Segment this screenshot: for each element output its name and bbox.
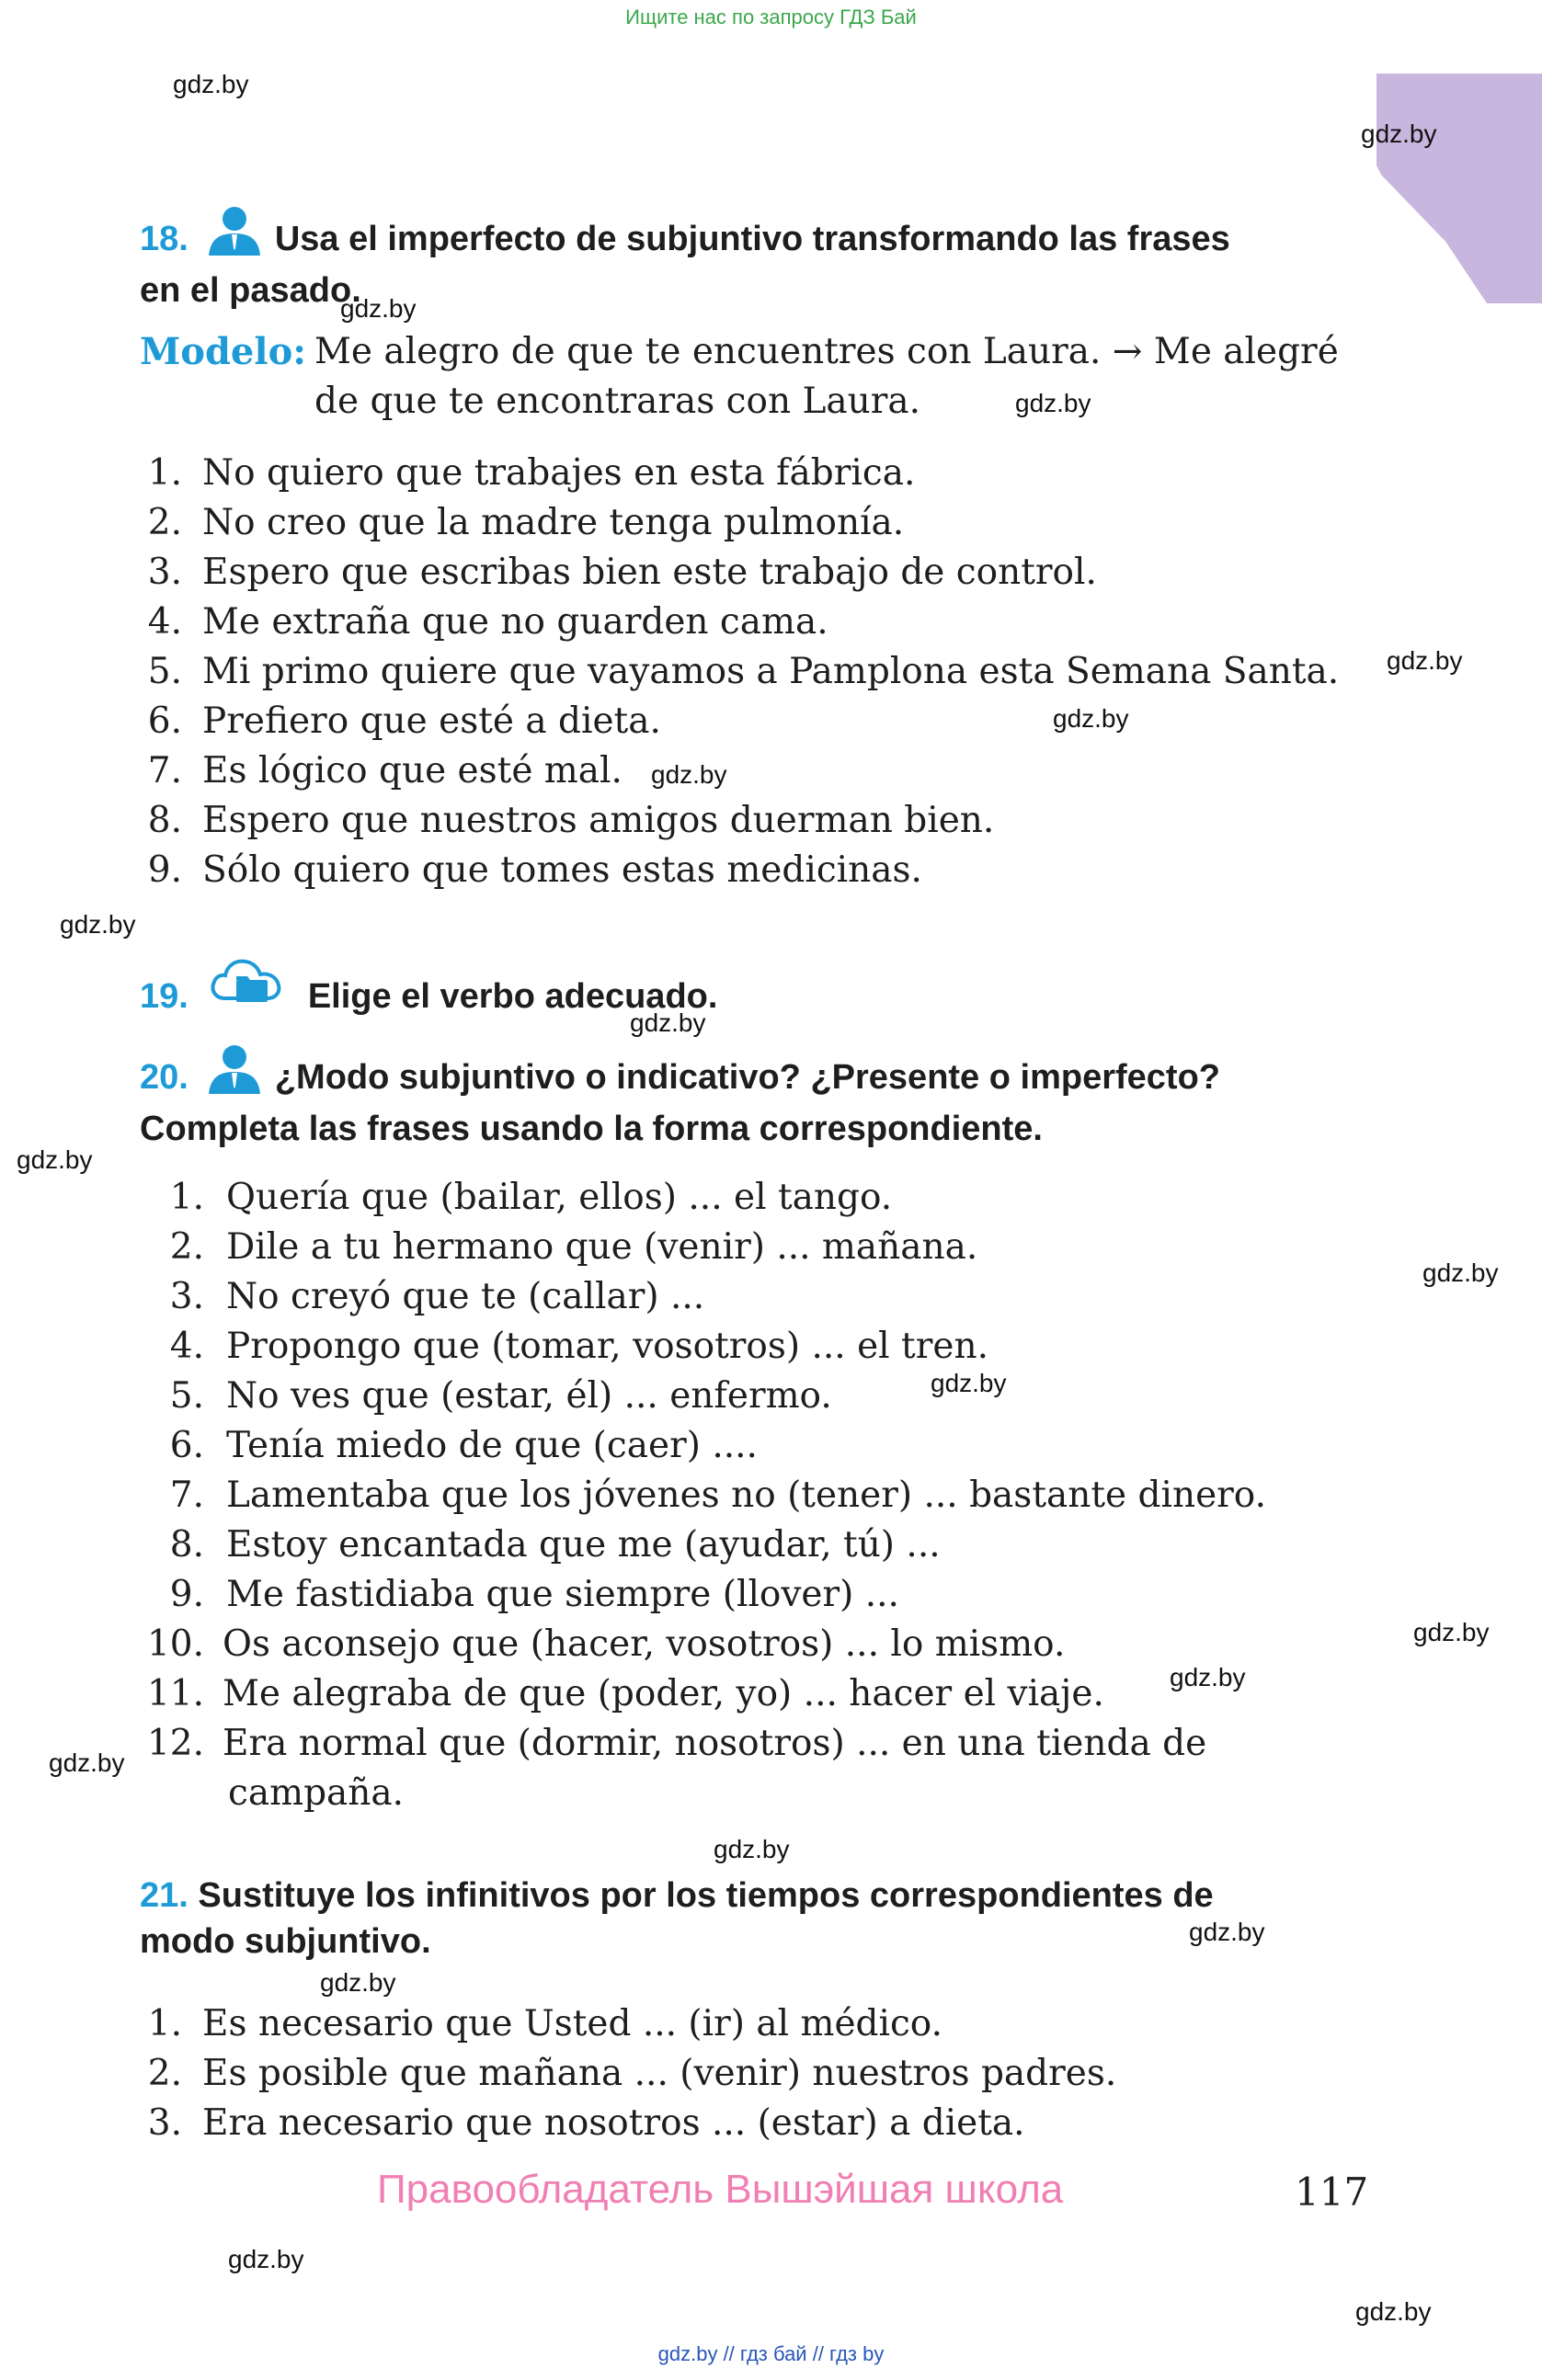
list-item: 2. Es posible que mañana ... (venir) nuestros padres. [147,2053,1117,2094]
exercise-instruction: ¿Modo subjuntivo o indicativo? ¿Presente o imperfecto? [274,1058,1220,1097]
list-item: 1. Quería que (bailar, ellos) ... el tango. [169,1177,893,1218]
list-item: 4. Me extraña que no guarden cama. [147,601,828,643]
watermark: gdz.by [651,760,727,789]
cloud-folder-icon [209,952,284,1021]
watermark: gdz.by [60,910,136,939]
modelo-label: Modelo: [140,330,307,373]
exercise-21-list [140,1999,1116,2148]
watermark: gdz.by [228,2245,304,2273]
modelo-block [140,327,1372,427]
watermark: gdz.by [1355,2297,1432,2326]
list-item-cont: campaña. [228,1772,405,1814]
list-item: 2. Dile a tu hermano que (venir) ... mañana. [169,1226,978,1268]
list-item: 1. No quiero que trabajes en esta fábrica. [147,452,916,494]
list-item: 9. Sólo quiero que tomes estas medicinas. [147,849,922,891]
watermark: gdz.by [1422,1258,1499,1287]
exercise-instruction: Usa el imperfecto de subjuntivo transformando las frases [274,220,1230,258]
exercise-number: 20. [140,1058,188,1097]
watermark: gdz.by [340,294,417,323]
exercise-20-heading [140,1042,1367,1152]
watermark: gdz.by [1170,1663,1246,1691]
page-number: 117 [1295,2169,1369,2215]
exercise-instruction: Sustituye los infinitivos por los tiempos correspondientes de [198,1876,1214,1915]
exercise-instruction-cont: Completa las frases usando la forma correspondiente. [140,1110,1043,1148]
list-item: 1. Es necesario que Usted ... (ir) al médico. [147,2003,943,2044]
list-item: 5. Mi primo quiere que vayamos a Pamplona esta Semana Santa. [147,651,1340,692]
list-item: 8. Estoy encantada que me (ayudar, tú) ... [169,1524,941,1566]
list-item: 6. Tenía miedo de que (caer) .... [169,1425,758,1466]
list-item: 11. Me alegraba de que (poder, yo) ... hacer el viaje. [146,1673,1104,1714]
watermark: gdz.by [931,1369,1007,1397]
exercise-19-heading [140,952,1367,1021]
watermark: gdz.by [17,1145,93,1174]
exercise-18-heading [140,204,1367,313]
watermark: gdz.by [49,1748,125,1777]
bottom-banner: gdz.by // гдз бай // гдз by [657,2342,885,2365]
list-item: 4. Propongo que (tomar, vosotros) ... el tren. [169,1326,988,1367]
list-item: 5. No ves que (estar, él) ... enfermo. [169,1375,832,1417]
exercise-instruction: Elige el verbo adecuado. [307,977,718,1016]
modelo-text-cont: de que te encontraras con Laura. [314,381,921,422]
exercise-20-list [140,1173,1266,1818]
exercise-21-heading [140,1873,1367,1964]
list-item: 10. Os aconsejo que (hacer, vosotros) ... lo mismo. [146,1623,1066,1665]
person-icon [207,1042,262,1106]
person-icon [207,204,262,268]
watermark: gdz.by [1189,1918,1265,1946]
list-item: 9. Me fastidiaba que siempre (llover) ... [169,1574,899,1615]
watermark: gdz.by [1053,704,1129,733]
list-item: 3. Era necesario que nosotros ... (estar) a dieta. [147,2102,1025,2144]
watermark: gdz.by [1387,646,1463,675]
exercise-instruction-cont: modo subjuntivo. [140,1922,431,1961]
list-item: 12. Era normal que (dormir, nosotros) ... en una tienda de [146,1723,1207,1764]
copyright-owner: Правообладатель Вышэйшая школа [377,2167,1064,2212]
exercise-number: 19. [140,977,188,1016]
exercise-number: 18. [140,220,188,258]
list-item: 8. Espero que nuestros amigos duerman bien. [147,800,995,841]
top-banner: Ищите нас по запросу ГДЗ Бай [625,6,917,28]
list-item: 2. No creo que la madre tenga pulmonía. [147,502,905,543]
exercise-instruction-cont: en el pasado. [140,271,361,310]
list-item: 3. Espero que escribas bien este trabajo de control. [147,552,1097,593]
watermark: gdz.by [714,1835,790,1863]
modelo-text: Me alegro de que te encuentres con Laura. → Me alegré [314,331,1339,372]
watermark: gdz.by [320,1968,396,1997]
list-item: 6. Prefiero que esté a dieta. [147,700,661,742]
exercise-number: 21. [140,1876,188,1915]
list-item: 7. Lamentaba que los jóvenes no (tener) ... bastante dinero. [169,1475,1266,1516]
exercise-18-list [140,449,1339,895]
watermark: gdz.by [1015,389,1091,417]
list-item: 7. Es lógico que esté mal. [147,750,623,791]
list-item: 3. No creyó que te (callar) ... [169,1276,705,1317]
watermark: gdz.by [1413,1618,1490,1646]
watermark: gdz.by [173,70,249,98]
watermark: gdz.by [1361,120,1437,148]
watermark: gdz.by [630,1008,706,1037]
